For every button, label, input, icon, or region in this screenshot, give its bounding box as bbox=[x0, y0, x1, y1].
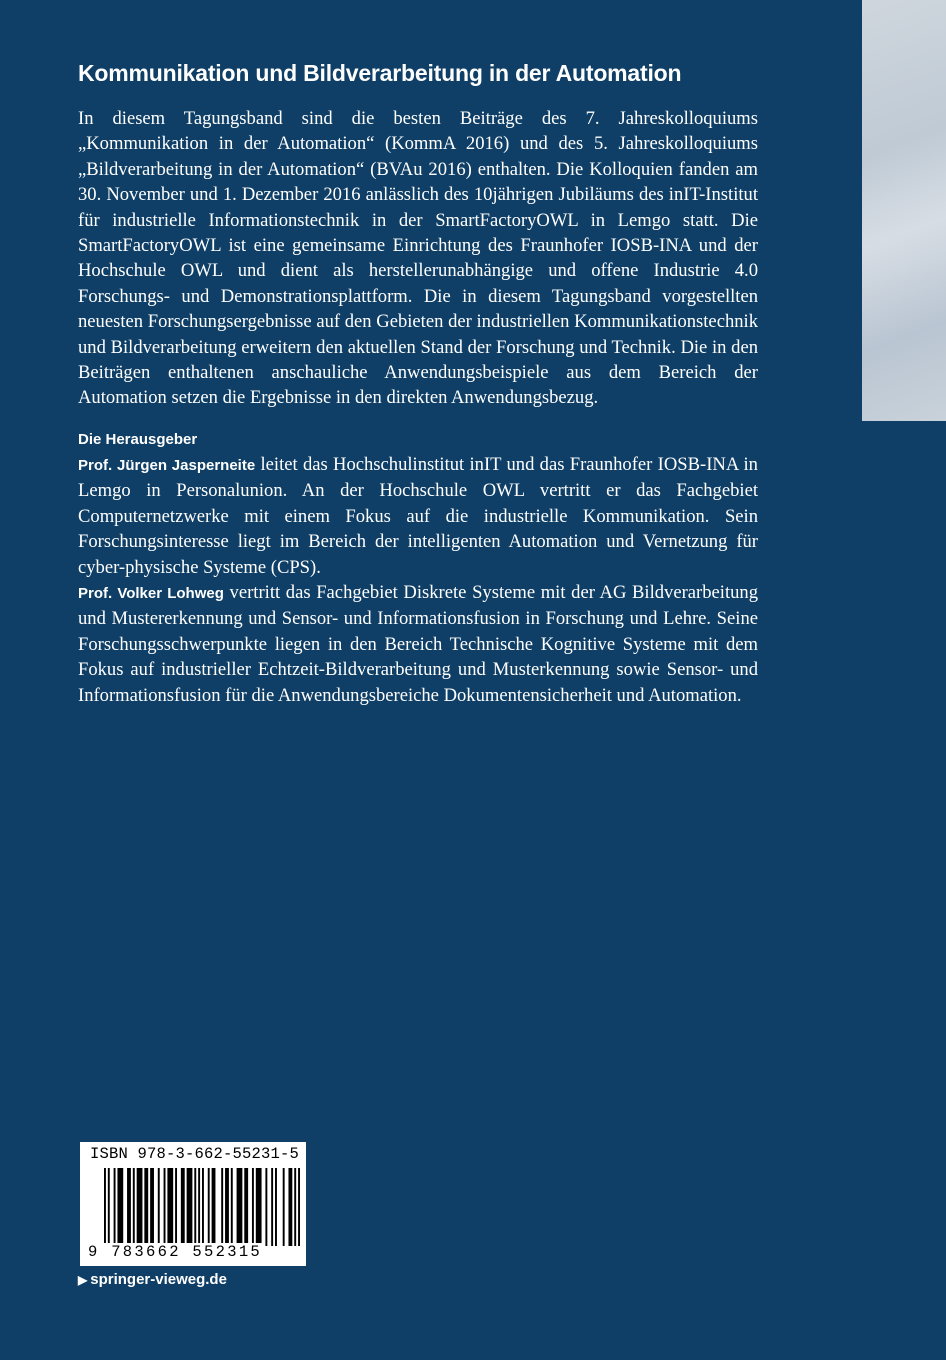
barcode-bar bbox=[256, 1168, 262, 1246]
ean-digits: 9 783662 552315 bbox=[88, 1243, 263, 1261]
book-description: In diesem Tagungsband sind die besten Beiträge des 7. Jahreskolloquiums „Kommunikation in der Automation“ (KommA 2016) und des 5. Jahreskolloquiums „Bildverarbeitung in der Automation“ (BVAu 2016) enthalten. Die Kolloquien fanden am 30. November und 1. Dezember 2016 anlässlich des 10jährigen Jubiläums des inIT-Institut für industrielle Informationstechnik in der SmartFactoryOWL in Lemgo statt. Die SmartFactoryOWL ist eine gemeinsame Einrichtung des Fraunhofer IOSB-INA und der Hochschule OWL und dient als herstellerunabhängige und offene Industrie 4.0 Forschungs- und Demonstrationsplattform. Die in diesem Tagungsband vorgestellten neuesten Forschungsergebnisse auf den Gebieten der industriellen Kommunikationstechnik und Bildverarbeitung erweitern den aktuellen Stand der Forschung und Technik. Die in den Beiträgen enthaltenen anschauliche Anwendungsbeispiele aus dem Bereich der Automation setzen die Ergebnisse in den direkten Anwendungsbezug. bbox=[78, 108, 758, 409]
barcode-bar bbox=[114, 1168, 116, 1246]
editor-bio-text: leitet das Hochschulinstitut inIT und das Fraunhofer IOSB-INA in Lemgo in Personalunion. An der Hochschule OWL vertritt er das Fachgebiet Computernetzwerke mit einem Fokus auf die industrielle Kommunikation. Sein Forschungsinteresse liegt im Bereich der intelligenten Automation und Vernetzung für cyber-physische Systeme (CPS). bbox=[78, 453, 758, 578]
barcode-bar bbox=[158, 1168, 160, 1246]
editor-bio-2 bbox=[78, 580, 758, 708]
barcode-bar bbox=[150, 1168, 154, 1246]
barcode-bar bbox=[244, 1168, 248, 1246]
barcode-bars bbox=[104, 1168, 300, 1246]
publisher-url: springer-vieweg.de bbox=[90, 1271, 227, 1288]
barcode-bar bbox=[208, 1168, 210, 1246]
barcode-bar bbox=[108, 1168, 110, 1246]
editor-bio-text: vertritt das Fachgebiet Diskrete Systeme mit der AG Bildverarbeitung und Mustererkennung und Sensor- und Informationsfusion in Forschung und Lehre. Seine Forschungsschwerpunkte liegen in den Bereich Technische Kognitive Systeme mit dem Fokus auf industrieller Echtzeit-Bildverarbeitung und Musterkennung sowie Sensor- und Informationsfusion für die Anwendungsbereiche Dokumentensicherheit und Automation. bbox=[78, 581, 759, 706]
barcode-bar bbox=[275, 1168, 277, 1246]
barcode-bar bbox=[181, 1168, 185, 1246]
barcode-bar bbox=[298, 1168, 300, 1246]
barcode-bar bbox=[133, 1168, 135, 1246]
barcode-bar bbox=[144, 1168, 148, 1246]
publisher-link[interactable] bbox=[78, 1271, 227, 1288]
barcode-bar bbox=[294, 1168, 296, 1246]
barcode-bar bbox=[167, 1168, 173, 1246]
barcode-bar bbox=[288, 1168, 292, 1246]
barcode-bar bbox=[221, 1168, 223, 1246]
back-cover-content bbox=[78, 56, 758, 708]
barcode-bar bbox=[137, 1168, 143, 1246]
book-title: Kommunikation und Bildverarbeitung in der Automation bbox=[78, 60, 682, 86]
isbn-label: ISBN 978-3-662-55231-5 bbox=[90, 1145, 300, 1163]
barcode-bar bbox=[212, 1168, 216, 1246]
editor-name: Prof. Volker Lohweg bbox=[78, 584, 224, 602]
barcode-bar bbox=[237, 1168, 243, 1246]
editor-bio-1 bbox=[78, 452, 758, 580]
triangle-right-icon: ▶ bbox=[78, 1272, 88, 1287]
barcode-bar bbox=[225, 1168, 229, 1246]
barcode-bar bbox=[202, 1168, 204, 1246]
isbn-barcode bbox=[80, 1142, 306, 1266]
barcode-bar bbox=[283, 1168, 285, 1246]
barcode-bar bbox=[231, 1168, 233, 1246]
barcode-bar bbox=[117, 1168, 123, 1246]
barcode-bar bbox=[252, 1168, 254, 1246]
editors-heading: Die Herausgeber bbox=[78, 430, 198, 448]
barcode-bar bbox=[265, 1168, 267, 1246]
barcode-bar bbox=[187, 1168, 193, 1246]
editor-name: Prof. Jürgen Jasperneite bbox=[78, 456, 256, 474]
barcode-bar bbox=[194, 1168, 196, 1246]
barcode-bar bbox=[271, 1168, 273, 1246]
cover-photo-strip bbox=[862, 0, 946, 421]
barcode-bar bbox=[164, 1168, 166, 1246]
barcode-bar bbox=[198, 1168, 200, 1246]
barcode-bar bbox=[104, 1168, 106, 1246]
barcode-bar bbox=[175, 1168, 177, 1246]
barcode-bar bbox=[127, 1168, 131, 1246]
